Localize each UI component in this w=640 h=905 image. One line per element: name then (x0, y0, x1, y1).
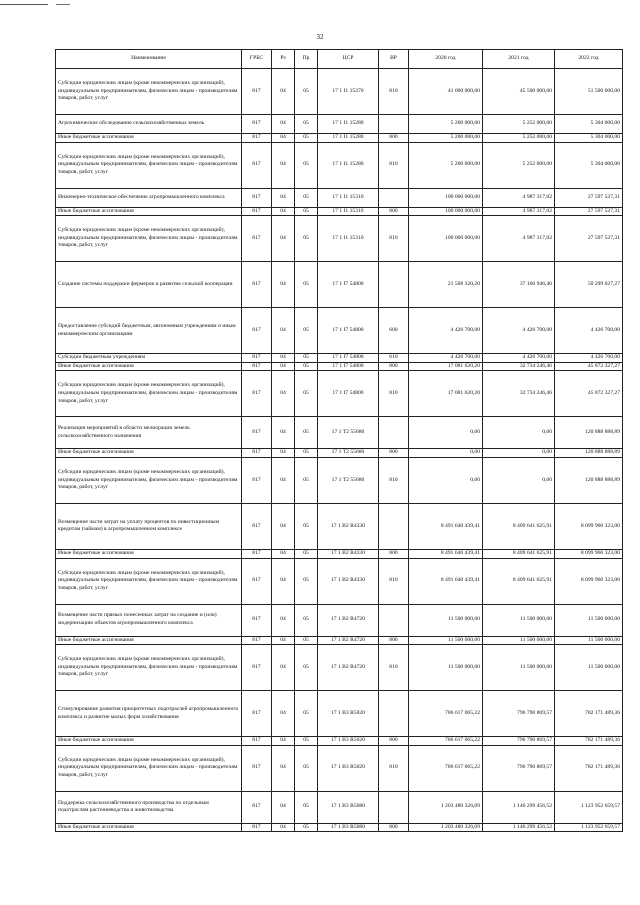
row-csr: 17 1 I1 15280 (318, 134, 379, 143)
row-2021: 11 500 000,00 (483, 645, 555, 691)
row-2021: 5 252 000,00 (483, 134, 555, 143)
row-2021: 45 500 000,00 (483, 69, 555, 115)
table-row (56, 216, 623, 262)
row-vr: 800 (379, 737, 409, 746)
row-pr: 05 (295, 188, 318, 207)
row-grbs: 817 (242, 371, 272, 417)
row-vr: 810 (379, 457, 409, 503)
row-name: Субсидии юридическим лицам (кроме некоммерческих организаций), индивидуальным предпринимателям, физическим лицам - производителям товаров, работ, услуг (56, 457, 242, 503)
table-row (56, 142, 623, 188)
row-rz: 04 (272, 216, 295, 262)
row-csr: 17 1 I7 54800 (318, 308, 379, 354)
row-pr: 05 (295, 636, 318, 645)
table-row (56, 737, 623, 746)
row-2022: 8 099 960 323,00 (555, 549, 623, 558)
row-2020: 4 426 700,00 (409, 308, 483, 354)
row-2021: 4 426 700,00 (483, 308, 555, 354)
row-vr (379, 503, 409, 549)
row-2020: 0,00 (409, 417, 483, 449)
row-grbs: 817 (242, 549, 272, 558)
row-2020: 11 500 000,00 (409, 636, 483, 645)
row-2020: 8 491 640 439,41 (409, 558, 483, 604)
row-vr: 800 (379, 362, 409, 371)
row-grbs: 817 (242, 262, 272, 308)
row-vr: 810 (379, 745, 409, 791)
row-csr: 17 1 B2 R4330 (318, 558, 379, 604)
row-vr: 800 (379, 636, 409, 645)
row-pr: 05 (295, 417, 318, 449)
row-2020: 0,00 (409, 449, 483, 458)
row-pr: 05 (295, 691, 318, 737)
row-2022: 27 597 527,31 (555, 216, 623, 262)
row-name: Иные бюджетные ассигнования (56, 549, 242, 558)
table-row (56, 745, 623, 791)
row-pr: 05 (295, 457, 318, 503)
table-row (56, 823, 623, 832)
row-pr: 05 (295, 362, 318, 371)
row-rz: 04 (272, 823, 295, 832)
table-row (56, 188, 623, 207)
row-pr: 05 (295, 549, 318, 558)
row-name: Субсидии юридическим лицам (кроме некоммерческих организаций), индивидуальным предпринимателям, физическим лицам - производителям товаров, работ, услуг (56, 558, 242, 604)
row-vr (379, 604, 409, 636)
budget-table (55, 49, 623, 832)
row-2021: 4 426 700,00 (483, 354, 555, 363)
row-grbs: 817 (242, 503, 272, 549)
row-name: Возмещение части затрат на уплату процентов по инвестиционным кредитам (займам) в агропромышленном комплексе (56, 503, 242, 549)
row-2020: 5 200 000,00 (409, 115, 483, 134)
row-csr: 17 1 B3 R5080 (318, 791, 379, 823)
row-rz: 04 (272, 69, 295, 115)
header-name: Наименование (56, 50, 242, 69)
row-name: Стимулирование развития приоритетных подотраслей агропромышленного комплекса и развитие малых форм хозяйствования (56, 691, 242, 737)
header-2021: 2021 год (483, 50, 555, 69)
row-name: Субсидии юридическим лицам (кроме некоммерческих организаций), индивидуальным предпринимателям, физическим лицам - производителям товаров, работ, услуг (56, 142, 242, 188)
row-csr: 17 1 B2 R4720 (318, 645, 379, 691)
row-grbs: 817 (242, 645, 272, 691)
header-rule (0, 4, 48, 5)
row-vr: 800 (379, 207, 409, 216)
row-2021: 0,00 (483, 449, 555, 458)
row-name: Инженерно-техническое обеспечение агропромышленного комплекса (56, 188, 242, 207)
row-vr: 810 (379, 371, 409, 417)
row-2021: 5 252 000,00 (483, 115, 555, 134)
row-2021: 11 500 000,00 (483, 636, 555, 645)
row-2022: 45 872 327,27 (555, 362, 623, 371)
row-pr: 05 (295, 645, 318, 691)
row-2022: 782 171 489,36 (555, 745, 623, 791)
row-2020: 8 491 640 439,41 (409, 503, 483, 549)
row-csr: 17 1 I1 15280 (318, 115, 379, 134)
row-vr: 800 (379, 449, 409, 458)
table-row (56, 604, 623, 636)
row-rz: 04 (272, 636, 295, 645)
row-rz: 04 (272, 354, 295, 363)
row-name: Поддержка сельскохозяйственного производства по отдельным подотраслям растениеводства и животноводства (56, 791, 242, 823)
row-rz: 04 (272, 142, 295, 188)
row-grbs: 817 (242, 417, 272, 449)
row-grbs: 817 (242, 604, 272, 636)
row-2021: 37 160 946,46 (483, 262, 555, 308)
row-vr (379, 417, 409, 449)
row-name: Иные бюджетные ассигнования (56, 207, 242, 216)
row-2021: 0,00 (483, 457, 555, 503)
row-2022: 45 872 327,27 (555, 371, 623, 417)
row-rz: 04 (272, 417, 295, 449)
row-rz: 04 (272, 188, 295, 207)
row-2022: 8 099 960 323,00 (555, 503, 623, 549)
row-2021: 796 790 869,57 (483, 745, 555, 791)
row-pr: 05 (295, 262, 318, 308)
row-2021: 11 500 000,00 (483, 604, 555, 636)
row-2021: 8 409 641 625,91 (483, 503, 555, 549)
row-2022: 51 500 000,00 (555, 69, 623, 115)
table-row (56, 308, 623, 354)
table-row (56, 115, 623, 134)
row-rz: 04 (272, 558, 295, 604)
row-csr: 17 1 B3 R5020 (318, 691, 379, 737)
row-name: Иные бюджетные ассигнования (56, 362, 242, 371)
row-rz: 04 (272, 604, 295, 636)
row-name: Субсидии юридическим лицам (кроме некоммерческих организаций), индивидуальным предпринимателям, физическим лицам - производителям товаров, работ, услуг (56, 645, 242, 691)
row-name: Субсидии юридическим лицам (кроме некоммерческих организаций), индивидуальным предпринимателям, физическим лицам - производителям товаров, работ, услуг (56, 745, 242, 791)
row-grbs: 817 (242, 134, 272, 143)
row-rz: 04 (272, 549, 295, 558)
row-name: Создание системы поддержки фермеров и развитие сельской кооперации (56, 262, 242, 308)
row-vr (379, 262, 409, 308)
row-2021: 796 790 869,57 (483, 737, 555, 746)
table-row (56, 207, 623, 216)
row-rz: 04 (272, 262, 295, 308)
row-name: Реализация мероприятий в области мелиорации земель сельскохозяйственного назначения (56, 417, 242, 449)
table-row (56, 362, 623, 371)
row-csr: 17 1 B3 R5020 (318, 737, 379, 746)
row-2021: 0,00 (483, 417, 555, 449)
row-rz: 04 (272, 308, 295, 354)
row-name: Иные бюджетные ассигнования (56, 636, 242, 645)
row-pr: 05 (295, 791, 318, 823)
row-csr: 17 1 I1 15310 (318, 216, 379, 262)
table-row (56, 417, 623, 449)
row-2020: 17 081 620,20 (409, 371, 483, 417)
table-header-row (56, 50, 623, 69)
row-csr: 17 1 B2 R4330 (318, 503, 379, 549)
row-2021: 4 987 317,02 (483, 188, 555, 207)
table-row (56, 691, 623, 737)
row-grbs: 817 (242, 449, 272, 458)
row-2021: 4 987 317,02 (483, 207, 555, 216)
row-grbs: 817 (242, 737, 272, 746)
row-grbs: 817 (242, 308, 272, 354)
row-rz: 04 (272, 457, 295, 503)
row-2022: 120 888 888,89 (555, 417, 623, 449)
header-2020: 2020 год (409, 50, 483, 69)
row-rz: 04 (272, 503, 295, 549)
row-2021: 32 734 246,46 (483, 362, 555, 371)
row-rz: 04 (272, 791, 295, 823)
row-grbs: 817 (242, 354, 272, 363)
row-vr: 810 (379, 142, 409, 188)
row-pr: 05 (295, 449, 318, 458)
row-csr: 17 1 B3 R5020 (318, 745, 379, 791)
row-2021: 5 252 000,00 (483, 142, 555, 188)
row-2020: 100 000 000,00 (409, 216, 483, 262)
table-row (56, 134, 623, 143)
row-2022: 1 123 952 659,57 (555, 823, 623, 832)
row-name: Агрохимическое обследование сельскохозяйственных земель (56, 115, 242, 134)
row-grbs: 817 (242, 115, 272, 134)
row-grbs: 817 (242, 216, 272, 262)
row-2022: 50 299 027,27 (555, 262, 623, 308)
row-csr: 17 1 T2 55680 (318, 457, 379, 503)
row-vr: 810 (379, 69, 409, 115)
row-2020: 21 508 320,20 (409, 262, 483, 308)
row-rz: 04 (272, 371, 295, 417)
table-row (56, 791, 623, 823)
row-2020: 1 203 480 326,09 (409, 823, 483, 832)
row-csr: 17 1 B2 R4330 (318, 549, 379, 558)
row-2022: 5 304 000,00 (555, 115, 623, 134)
header-rz: Рз (272, 50, 295, 69)
row-2020: 0,00 (409, 457, 483, 503)
row-2021: 1 146 299 456,52 (483, 791, 555, 823)
header-csr: ЦСР (318, 50, 379, 69)
table-row (56, 503, 623, 549)
row-grbs: 817 (242, 188, 272, 207)
row-2022: 27 597 527,31 (555, 188, 623, 207)
row-name: Иные бюджетные ассигнования (56, 449, 242, 458)
row-pr: 05 (295, 745, 318, 791)
row-2022: 5 304 000,00 (555, 134, 623, 143)
row-2020: 786 617 065,22 (409, 737, 483, 746)
row-name: Субсидии юридическим лицам (кроме некоммерческих организаций), индивидуальным предпринимателям, физическим лицам - производителям товаров, работ, услуг (56, 371, 242, 417)
row-name: Иные бюджетные ассигнования (56, 737, 242, 746)
row-vr: 600 (379, 308, 409, 354)
row-grbs: 817 (242, 69, 272, 115)
row-pr: 05 (295, 604, 318, 636)
row-name: Субсидии юридическим лицам (кроме некоммерческих организаций), индивидуальным предпринимателям, физическим лицам - производителям товаров, работ, услуг (56, 216, 242, 262)
row-2020: 8 491 640 439,41 (409, 549, 483, 558)
row-pr: 05 (295, 115, 318, 134)
row-2021: 796 790 869,57 (483, 691, 555, 737)
row-2020: 11 500 000,00 (409, 604, 483, 636)
row-grbs: 817 (242, 791, 272, 823)
table-row (56, 636, 623, 645)
row-pr: 05 (295, 823, 318, 832)
row-pr: 05 (295, 558, 318, 604)
row-pr: 05 (295, 207, 318, 216)
table-row (56, 645, 623, 691)
row-2022: 11 500 000,00 (555, 636, 623, 645)
row-2022: 4 426 700,00 (555, 354, 623, 363)
row-grbs: 817 (242, 558, 272, 604)
row-2022: 8 099 960 323,00 (555, 558, 623, 604)
row-rz: 04 (272, 134, 295, 143)
row-vr: 810 (379, 645, 409, 691)
row-rz: 04 (272, 645, 295, 691)
row-2022: 782 171 489,36 (555, 691, 623, 737)
table-row (56, 371, 623, 417)
row-2020: 5 200 000,00 (409, 134, 483, 143)
row-vr (379, 188, 409, 207)
row-csr: 17 1 I7 54800 (318, 362, 379, 371)
row-rz: 04 (272, 207, 295, 216)
row-vr: 800 (379, 134, 409, 143)
row-2020: 786 617 065,22 (409, 691, 483, 737)
row-vr (379, 115, 409, 134)
row-name: Возмещение части прямых понесенных затрат на создание и (или) модернизацию объектов агропромышленного комплекса (56, 604, 242, 636)
row-pr: 05 (295, 354, 318, 363)
row-2020: 17 081 620,20 (409, 362, 483, 371)
table-row (56, 354, 623, 363)
row-csr: 17 1 I1 15280 (318, 142, 379, 188)
row-grbs: 817 (242, 207, 272, 216)
row-grbs: 817 (242, 636, 272, 645)
row-name: Субсидии юридическим лицам (кроме некоммерческих организаций), индивидуальным предпринимателям, физическим лицам - производителям товаров, работ, услуг (56, 69, 242, 115)
row-2022: 120 888 888,89 (555, 457, 623, 503)
row-2021: 32 734 246,46 (483, 371, 555, 417)
row-vr: 810 (379, 558, 409, 604)
row-2021: 8 409 641 625,91 (483, 549, 555, 558)
row-grbs: 817 (242, 457, 272, 503)
row-csr: 17 1 B2 R4720 (318, 604, 379, 636)
row-grbs: 817 (242, 745, 272, 791)
row-vr (379, 791, 409, 823)
row-name: Субсидии бюджетным учреждениям (56, 354, 242, 363)
row-2022: 120 888 888,89 (555, 449, 623, 458)
row-2020: 4 426 700,00 (409, 354, 483, 363)
table-row (56, 558, 623, 604)
row-csr: 17 1 T2 55680 (318, 417, 379, 449)
page-number: 32 (316, 33, 324, 41)
row-vr: 810 (379, 216, 409, 262)
row-grbs: 817 (242, 362, 272, 371)
header-rule-short (56, 4, 70, 5)
row-2022: 4 426 700,00 (555, 308, 623, 354)
row-grbs: 817 (242, 142, 272, 188)
row-2020: 100 000 000,00 (409, 207, 483, 216)
row-pr: 05 (295, 503, 318, 549)
header-pr: Пр (295, 50, 318, 69)
row-csr: 17 1 I7 54800 (318, 262, 379, 308)
table-row (56, 69, 623, 115)
row-2022: 11 500 000,00 (555, 604, 623, 636)
row-2020: 5 200 000,00 (409, 142, 483, 188)
row-csr: 17 1 I1 15310 (318, 207, 379, 216)
row-2020: 1 203 480 326,09 (409, 791, 483, 823)
row-vr: 610 (379, 354, 409, 363)
table-row (56, 449, 623, 458)
row-grbs: 817 (242, 823, 272, 832)
row-2021: 4 987 317,02 (483, 216, 555, 262)
row-2020: 786 617 065,22 (409, 745, 483, 791)
row-grbs: 817 (242, 691, 272, 737)
row-2022: 11 500 000,00 (555, 645, 623, 691)
row-2022: 1 123 952 659,57 (555, 791, 623, 823)
row-vr (379, 691, 409, 737)
row-2021: 1 146 299 456,52 (483, 823, 555, 832)
row-pr: 05 (295, 216, 318, 262)
table-row (56, 262, 623, 308)
row-csr: 17 1 I7 54800 (318, 371, 379, 417)
row-vr: 800 (379, 823, 409, 832)
row-2022: 5 304 000,00 (555, 142, 623, 188)
row-rz: 04 (272, 737, 295, 746)
header-2022: 2022 год (555, 50, 623, 69)
row-vr: 800 (379, 549, 409, 558)
row-rz: 04 (272, 115, 295, 134)
row-pr: 05 (295, 371, 318, 417)
header-vr: ВР (379, 50, 409, 69)
row-rz: 04 (272, 691, 295, 737)
row-pr: 05 (295, 69, 318, 115)
row-pr: 05 (295, 142, 318, 188)
row-2020: 41 000 000,00 (409, 69, 483, 115)
row-csr: 17 1 I1 15270 (318, 69, 379, 115)
row-2022: 782 171 489,36 (555, 737, 623, 746)
row-2020: 100 000 000,00 (409, 188, 483, 207)
row-csr: 17 1 B3 R5080 (318, 823, 379, 832)
row-name: Иные бюджетные ассигнования (56, 823, 242, 832)
row-name: Предоставление субсидий бюджетным, автономным учреждениям и иным некоммерческим организациям (56, 308, 242, 354)
table-row (56, 457, 623, 503)
row-2021: 8 409 641 625,91 (483, 558, 555, 604)
row-csr: 17 1 T2 55680 (318, 449, 379, 458)
row-2022: 27 597 527,31 (555, 207, 623, 216)
row-name: Иные бюджетные ассигнования (56, 134, 242, 143)
row-csr: 17 1 B2 R4720 (318, 636, 379, 645)
row-rz: 04 (272, 362, 295, 371)
header-grbs: ГРБС (242, 50, 272, 69)
table-body (56, 69, 623, 832)
row-rz: 04 (272, 745, 295, 791)
row-pr: 05 (295, 134, 318, 143)
row-pr: 05 (295, 308, 318, 354)
row-2020: 11 500 000,00 (409, 645, 483, 691)
row-csr: 17 1 I1 15310 (318, 188, 379, 207)
table-row (56, 549, 623, 558)
row-csr: 17 1 I7 54800 (318, 354, 379, 363)
row-pr: 05 (295, 737, 318, 746)
row-rz: 04 (272, 449, 295, 458)
